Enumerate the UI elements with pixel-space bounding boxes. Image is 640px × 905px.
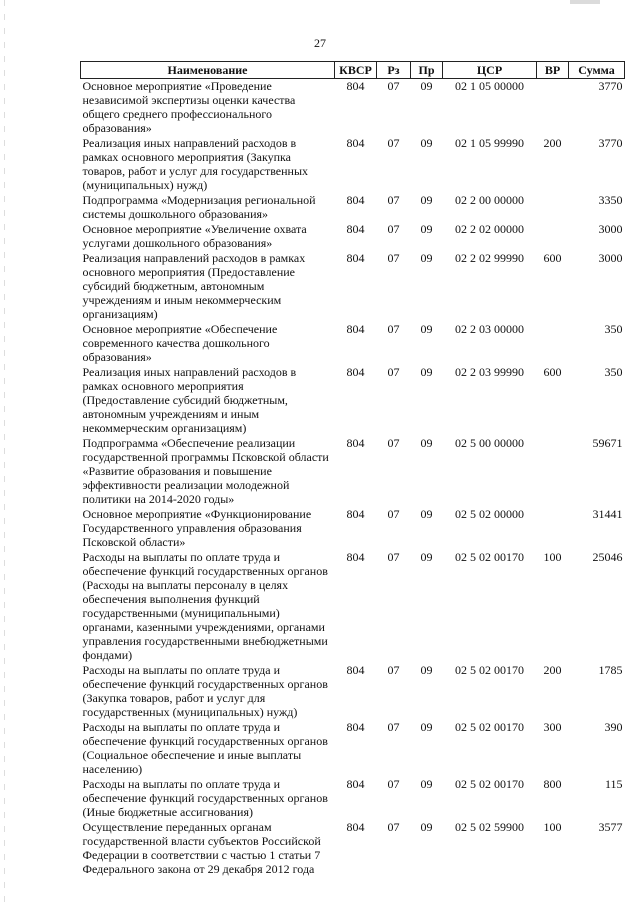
row-csr: 02 1 05 00000 (455, 79, 524, 93)
row-name: Основное мероприятие «Проведение независимой экспертизы оценки качества общего среднего профессионального образования» (82, 79, 296, 135)
row-name: Реализация иных направлений расходов в рамках основного мероприятия (Предоставление субсидий бюджетным, автономным учреждениям и иным некоммерческим организациям) (82, 365, 297, 435)
row-kvsr: 804 (346, 663, 365, 677)
row-rz: 07 (387, 222, 400, 236)
row-rz: 07 (387, 365, 400, 379)
row-sum: 3770 (598, 79, 623, 93)
row-vr (537, 79, 569, 137)
table-row (81, 79, 625, 137)
row-kvsr: 804 (346, 136, 365, 150)
row-rz: 07 (387, 322, 400, 336)
header-vr: ВР (537, 62, 569, 79)
row-name: Расходы на выплаты по оплате труда и обеспечение функций государственных органов (Закупка товаров, работ и услуг для государственных (муниципальных) нужд) (82, 663, 328, 719)
row-sum: 3577 (598, 820, 623, 834)
row-sum: 3000 (598, 251, 623, 265)
row-sum: 1785 (598, 663, 623, 677)
row-name: Подпрограмма «Обеспечение реализации государственной программы Псковской области «Развитие образования и повышение эффективности реализации молодежной политики на 2014-2020 годы» (82, 436, 329, 506)
row-csr: 02 5 02 00170 (455, 720, 524, 734)
row-sum: 115 (604, 777, 623, 791)
row-vr: 800 (543, 777, 562, 791)
row-rz: 07 (387, 79, 400, 93)
budget-table (80, 61, 625, 877)
table-row (81, 222, 625, 251)
row-kvsr: 804 (346, 507, 365, 521)
row-pr: 09 (420, 79, 433, 93)
row-vr (537, 322, 569, 365)
row-csr: 02 5 02 00170 (455, 777, 524, 791)
row-name: Осуществление переданных органам государственной власти субъектов Российской Федерации в соответствии с частью 1 статьи 7 Федерального закона от 29 декабря 2012 года (82, 820, 321, 876)
header-name: Наименование (81, 62, 335, 79)
row-kvsr: 804 (346, 322, 365, 336)
row-vr: 100 (543, 550, 562, 564)
header-csr: ЦСР (443, 62, 537, 79)
row-vr (537, 222, 569, 251)
row-kvsr: 804 (346, 820, 365, 834)
scan-mark (570, 0, 600, 4)
row-pr: 09 (420, 550, 433, 564)
row-name: Реализация иных направлений расходов в рамках основного мероприятия (Закупка товаров, работ и услуг для государственных (муниципальных) нужд) (82, 136, 309, 192)
table-row (81, 193, 625, 222)
row-name: Реализация направлений расходов в рамках основного мероприятия (Предоставление субсидий бюджетным, автономным учреждениям и иным некоммерческим организациям) (82, 251, 306, 321)
row-kvsr: 804 (346, 251, 365, 265)
row-rz: 07 (387, 436, 400, 450)
row-pr: 09 (420, 777, 433, 791)
row-pr: 09 (420, 365, 433, 379)
row-sum: 59671 (592, 436, 623, 450)
row-kvsr: 804 (346, 550, 365, 564)
table-row (81, 365, 625, 436)
row-csr: 02 5 02 00170 (455, 663, 524, 677)
row-vr: 600 (543, 365, 562, 379)
row-csr: 02 5 02 59900 (455, 820, 524, 834)
table-row (81, 322, 625, 365)
row-rz: 07 (387, 663, 400, 677)
table-row (81, 507, 625, 550)
row-pr: 09 (420, 193, 433, 207)
table-row (81, 251, 625, 322)
row-pr: 09 (420, 507, 433, 521)
row-kvsr: 804 (346, 436, 365, 450)
row-sum: 350 (604, 322, 623, 336)
row-pr: 09 (420, 251, 433, 265)
page-number: 27 (314, 36, 326, 50)
table-row (81, 777, 625, 820)
row-rz: 07 (387, 777, 400, 791)
row-rz: 07 (387, 193, 400, 207)
row-rz: 07 (387, 136, 400, 150)
row-pr: 09 (420, 663, 433, 677)
table-header-row (81, 62, 625, 79)
row-kvsr: 804 (346, 222, 365, 236)
row-csr: 02 2 02 00000 (455, 222, 524, 236)
row-rz: 07 (387, 820, 400, 834)
row-vr (537, 507, 569, 550)
row-vr: 200 (543, 136, 562, 150)
row-name: Подпрограмма «Модернизация региональной системы дошкольного образования» (82, 193, 316, 221)
header-kvsr: КВСР (335, 62, 377, 79)
table-row (81, 663, 625, 720)
row-vr (537, 436, 569, 507)
row-pr: 09 (420, 820, 433, 834)
row-csr: 02 5 00 00000 (455, 436, 524, 450)
row-vr: 200 (543, 663, 562, 677)
row-kvsr: 804 (346, 720, 365, 734)
row-name: Расходы на выплаты по оплате труда и обеспечение функций государственных органов (Социальное обеспечение и иные выплаты населению) (82, 720, 328, 776)
row-csr: 02 5 02 00170 (455, 550, 524, 564)
row-kvsr: 804 (346, 365, 365, 379)
table-row (81, 550, 625, 663)
row-csr: 02 2 00 00000 (455, 193, 524, 207)
header-sum: Сумма (569, 62, 625, 79)
row-rz: 07 (387, 720, 400, 734)
row-sum: 25046 (592, 550, 623, 564)
row-vr: 600 (543, 251, 562, 265)
row-rz: 07 (387, 507, 400, 521)
row-sum: 390 (604, 720, 623, 734)
row-name: Основное мероприятие «Функционирование Государственного управления образования Псковской области» (82, 507, 312, 549)
row-rz: 07 (387, 550, 400, 564)
row-pr: 09 (420, 720, 433, 734)
table-row (81, 720, 625, 777)
row-csr: 02 2 03 00000 (455, 322, 524, 336)
row-sum: 350 (604, 365, 623, 379)
row-csr: 02 2 03 99990 (455, 365, 524, 379)
row-pr: 09 (420, 222, 433, 236)
row-name: Основное мероприятие «Обеспечение современного качества дошкольного образования» (82, 322, 278, 364)
table-row (81, 136, 625, 193)
row-kvsr: 804 (346, 193, 365, 207)
table-row (81, 436, 625, 507)
row-csr: 02 1 05 99990 (455, 136, 524, 150)
row-name: Расходы на выплаты по оплате труда и обеспечение функций государственных органов (Иные бюджетные ассигнования) (82, 777, 328, 819)
table-row (81, 820, 625, 877)
row-vr: 100 (543, 820, 562, 834)
row-rz: 07 (387, 251, 400, 265)
scan-edge (4, 0, 5, 905)
row-sum: 31441 (592, 507, 623, 521)
row-pr: 09 (420, 136, 433, 150)
row-vr: 300 (543, 720, 562, 734)
row-sum: 3350 (598, 193, 623, 207)
row-sum: 3770 (598, 136, 623, 150)
row-pr: 09 (420, 436, 433, 450)
row-name: Основное мероприятие «Увеличение охвата услугами дошкольного образования» (82, 222, 307, 250)
row-kvsr: 804 (346, 777, 365, 791)
row-name: Расходы на выплаты по оплате труда и обеспечение функций государственных органов (Расходы на выплаты персоналу в целях обеспечения выполнения функций государственными (муниципальными) органами, казенными учреждениями, органами управления государственными внебюджетными фондами) (82, 550, 328, 662)
row-csr: 02 2 02 99990 (455, 251, 524, 265)
row-kvsr: 804 (346, 79, 365, 93)
header-pr: Пр (411, 62, 443, 79)
row-vr (537, 193, 569, 222)
row-sum: 3000 (598, 222, 623, 236)
header-rz: Рз (377, 62, 411, 79)
row-csr: 02 5 02 00000 (455, 507, 524, 521)
row-pr: 09 (420, 322, 433, 336)
